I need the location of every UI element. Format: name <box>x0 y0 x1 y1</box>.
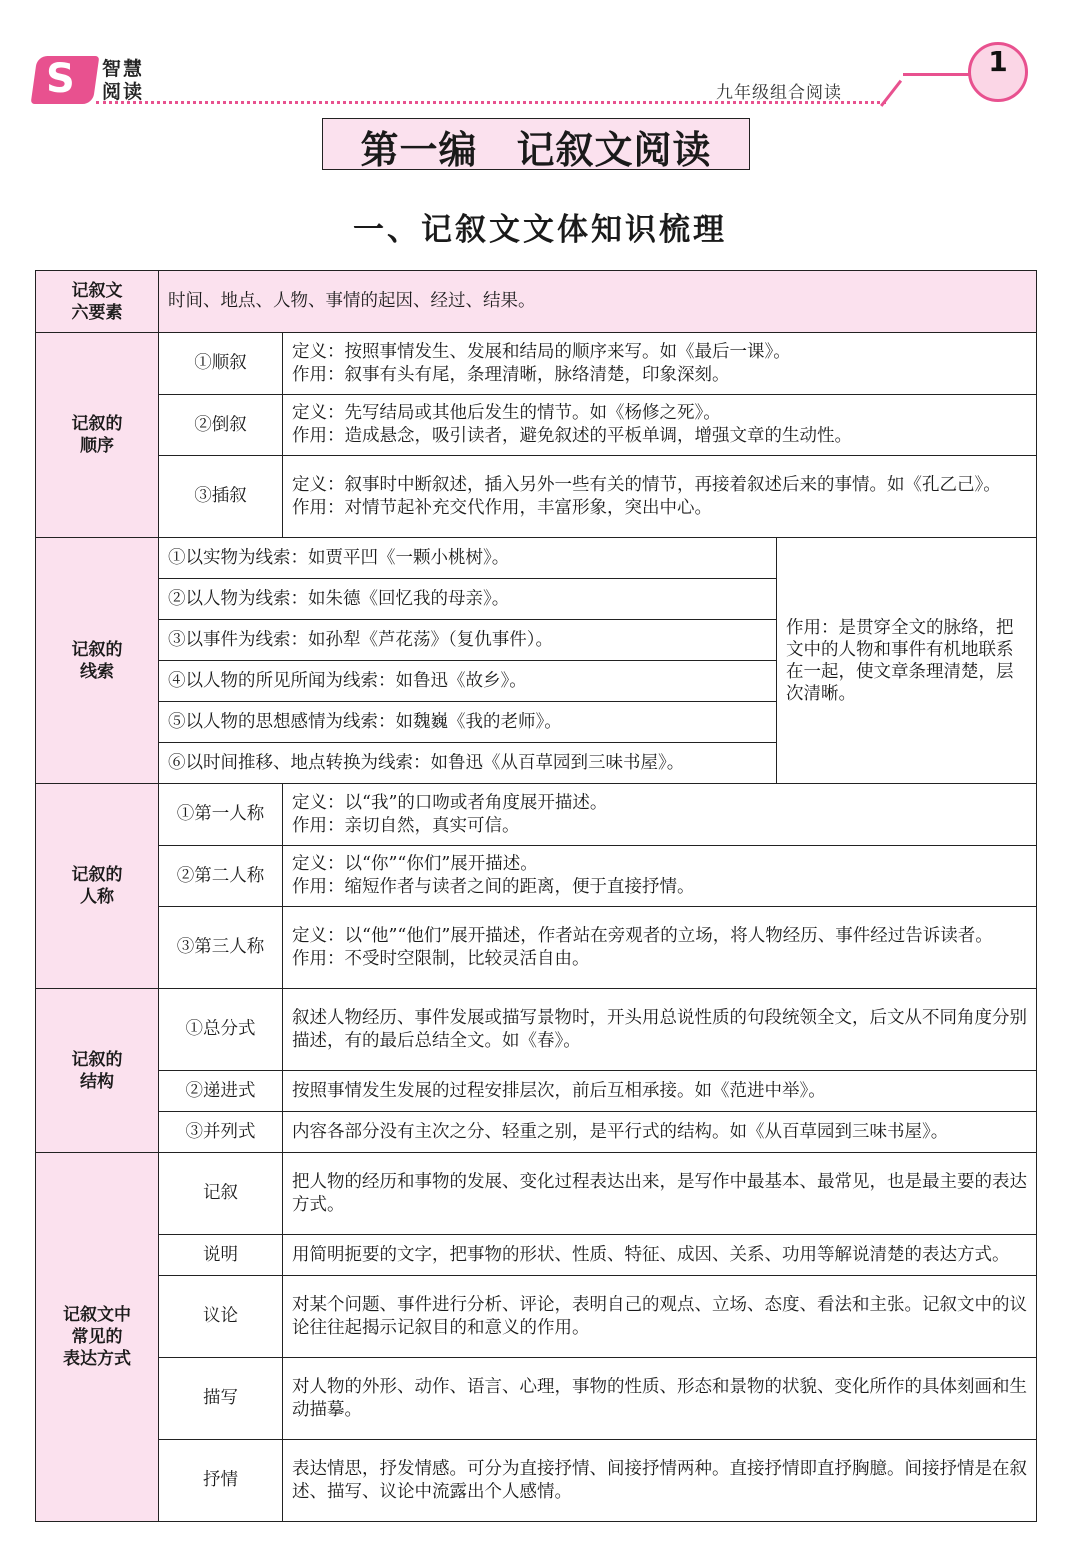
person-name: ③第三人称 <box>159 907 283 989</box>
table-row <box>36 1112 1037 1153</box>
order-name: ②倒叙 <box>159 395 283 456</box>
order-name: ③插叙 <box>159 456 283 538</box>
structure-desc: 内容各部分没有主次之分、轻重之别，是平行式的结构。如《从百草园到三味书屋》。 <box>283 1112 1037 1153</box>
header-slant-line <box>880 80 902 107</box>
expression-name: 议论 <box>159 1276 283 1358</box>
person-desc: 定义：以“你”“你们”展开描述。 作用：缩短作者与读者之间的距离，便于直接抒情。 <box>283 846 1037 907</box>
table-row <box>36 1440 1037 1522</box>
category-expression: 记叙文中 常见的 表达方式 <box>36 1153 159 1522</box>
brand-name: 智慧阅读 <box>102 58 145 103</box>
order-desc: 定义：叙事时中断叙述，插入另外一些有关的情节，再接着叙述后来的事情。如《孔乙己》。 作用：对情节起补充交代作用，丰富形象，突出中心。 <box>283 456 1037 538</box>
structure-desc: 按照事情发生发展的过程安排层次，前后互相承接。如《范进中举》。 <box>283 1071 1037 1112</box>
table-row <box>36 1235 1037 1276</box>
clue-item: ⑥以时间推移、地点转换为线索：如鲁迅《从百草园到三味书屋》。 <box>159 743 777 784</box>
table-row <box>36 846 1037 907</box>
table-row <box>36 271 1037 333</box>
header-top-line <box>903 73 973 76</box>
expression-name: 抒情 <box>159 1440 283 1522</box>
order-desc: 定义：按照事情发生、发展和结局的顺序来写。如《最后一课》。 作用：叙事有头有尾，条理清晰，脉络清楚，印象深刻。 <box>283 333 1037 395</box>
person-desc: 定义：以“他”“他们”展开描述，作者站在旁观者的立场，将人物经历、事件经过告诉读者。 作用：不受时空限制，比较灵活自由。 <box>283 907 1037 989</box>
table-row <box>36 907 1037 989</box>
expression-desc: 对人物的外形、动作、语言、心理，事物的性质、形态和景物的状貌、变化所作的具体刻画和生动描摹。 <box>283 1358 1037 1440</box>
category-structure: 记叙的 结构 <box>36 989 159 1153</box>
six-elements-content: 时间、地点、人物、事情的起因、经过、结果。 <box>159 271 1037 333</box>
clue-item: ⑤以人物的思想感情为线索：如魏巍《我的老师》。 <box>159 702 777 743</box>
section-title: 第一编 记叙文阅读 <box>322 118 750 170</box>
clue-item: ①以实物为线索：如贾平凹《一颗小桃树》。 <box>159 538 777 579</box>
logo-letter-icon: S <box>46 56 75 102</box>
table-row <box>36 395 1037 456</box>
category-person: 记叙的 人称 <box>36 784 159 989</box>
table-row <box>36 989 1037 1071</box>
table-row <box>36 784 1037 846</box>
expression-name: 说明 <box>159 1235 283 1276</box>
structure-name: ③并列式 <box>159 1112 283 1153</box>
expression-desc: 表达情思，抒发情感。可分为直接抒情、间接抒情两种。直接抒情即直抒胸臆。间接抒情是在叙述、描写、议论中流露出个人感情。 <box>283 1440 1037 1522</box>
order-desc: 定义：先写结局或其他后发生的情节。如《杨修之死》。 作用：造成悬念，吸引读者，避免叙述的平板单调，增强文章的生动性。 <box>283 395 1037 456</box>
category-six-elements: 记叙文 六要素 <box>36 271 159 333</box>
expression-desc: 用简明扼要的文字，把事物的形状、性质、特征、成因、关系、功用等解说清楚的表达方式。 <box>283 1235 1037 1276</box>
series-title: 九年级组合阅读 <box>716 83 842 103</box>
person-name: ①第一人称 <box>159 784 283 846</box>
person-name: ②第二人称 <box>159 846 283 907</box>
table-row <box>36 1276 1037 1358</box>
category-order: 记叙的 顺序 <box>36 333 159 538</box>
structure-name: ①总分式 <box>159 989 283 1071</box>
chapter-subtitle: 一、记叙文文体知识梳理 <box>353 212 727 248</box>
table-row <box>36 1071 1037 1112</box>
knowledge-table <box>35 270 1037 1522</box>
table-row <box>36 538 1037 579</box>
person-desc: 定义：以“我”的口吻或者角度展开描述。 作用：亲切自然，真实可信。 <box>283 784 1037 846</box>
page-number: 1 <box>968 42 1028 102</box>
order-name: ①顺叙 <box>159 333 283 395</box>
clue-item: ④以人物的所见所闻为线索：如鲁迅《故乡》。 <box>159 661 777 702</box>
category-clue: 记叙的 线索 <box>36 538 159 784</box>
expression-name: 描写 <box>159 1358 283 1440</box>
expression-name: 记叙 <box>159 1153 283 1235</box>
table-row <box>36 1153 1037 1235</box>
table-row <box>36 456 1037 538</box>
expression-desc: 对某个问题、事件进行分析、评论，表明自己的观点、立场、态度、看法和主张。记叙文中的议论往往起揭示记叙目的和意义的作用。 <box>283 1276 1037 1358</box>
expression-desc: 把人物的经历和事物的发展、变化过程表达出来，是写作中最基本、最常见，也是最主要的表达方式。 <box>283 1153 1037 1235</box>
clue-item: ③以事件为线索：如孙犁《芦花荡》（复仇事件）。 <box>159 620 777 661</box>
table-row <box>36 1358 1037 1440</box>
structure-name: ②递进式 <box>159 1071 283 1112</box>
clue-effect: 作用：是贯穿全文的脉络，把文中的人物和事件有机地联系在一起，使文章条理清楚，层次清晰。 <box>777 538 1037 784</box>
structure-desc: 叙述人物经历、事件发展或描写景物时，开头用总说性质的句段统领全文，后文从不同角度分别描述，有的最后总结全文。如《春》。 <box>283 989 1037 1071</box>
clue-item: ②以人物为线索：如朱德《回忆我的母亲》。 <box>159 579 777 620</box>
table-row <box>36 333 1037 395</box>
